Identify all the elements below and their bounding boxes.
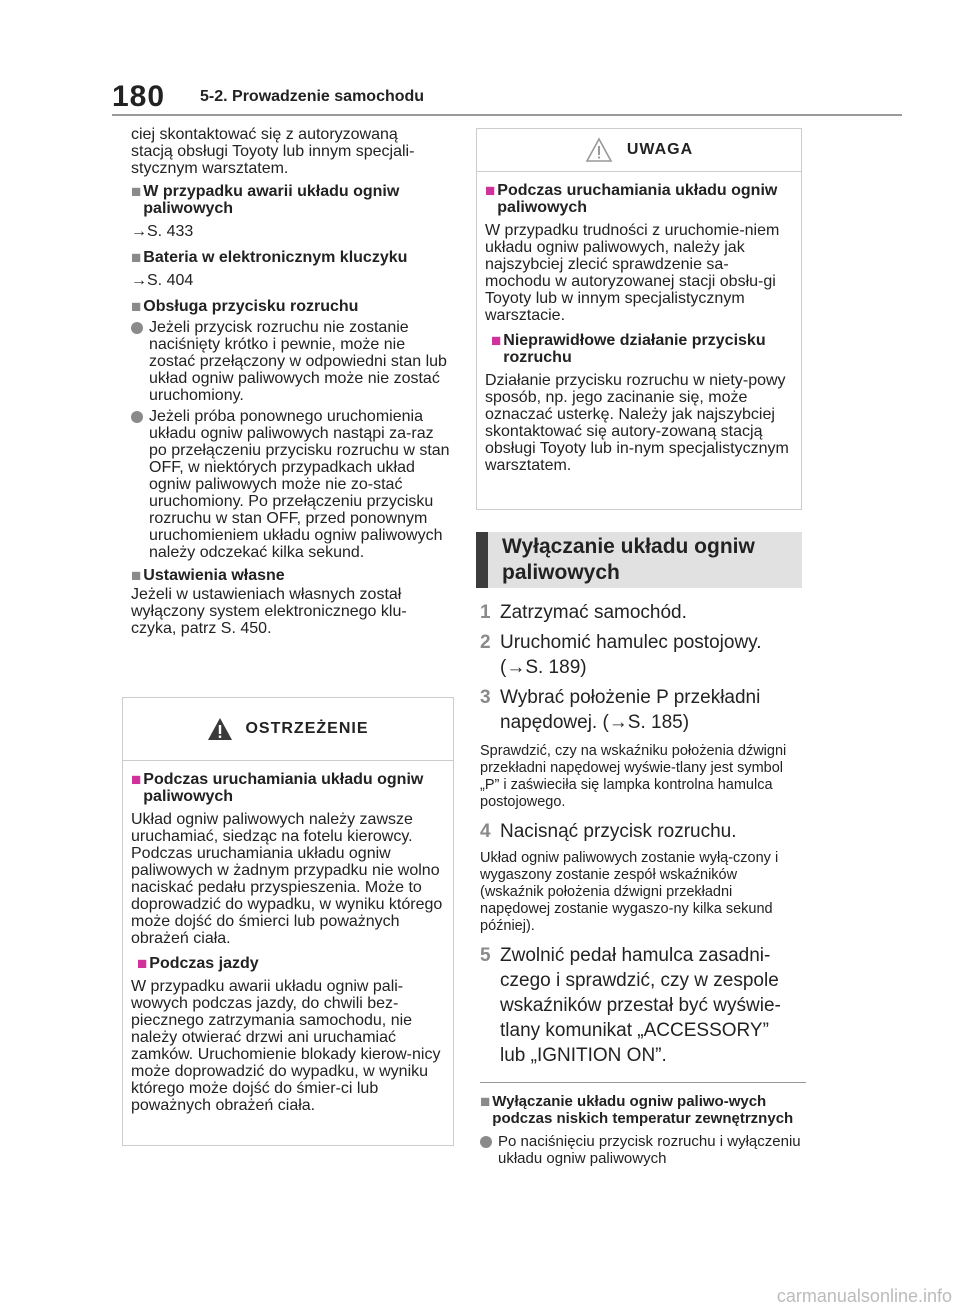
- square-bullet-icon: ■: [131, 182, 142, 201]
- step-1: 1 Zatrzymać samochód.: [480, 602, 687, 623]
- warning-title-row: OSTRZEŻENIE: [123, 698, 453, 761]
- page-reference: →S. 433: [131, 223, 194, 240]
- notice-heading-start: ■ Podczas uruchamiania układu ogniw paliwowych: [485, 181, 778, 216]
- round-bullet-icon: [131, 322, 143, 334]
- notice-paragraph-button: Działanie przycisku rozruchu w niety-powy sposób, np. jego zacinanie się, może oznaczać usterkę. Należy jak najszybciej skontaktować się autory-zowaną stacją obsługi Toyoty lub in-nym specjalistycznym warsztatem.: [485, 372, 789, 474]
- notice-title-row: UWAGA: [477, 129, 801, 172]
- square-bullet-icon: ■: [480, 1092, 491, 1111]
- heading-start-button: ■ Obsługa przycisku rozruchu: [131, 297, 359, 316]
- step-3-note: Sprawdzić, czy na wskaźniku położenia dźwigni przekładni napędowej wyświe-tlany jest symbol „P” i zaświeciła się lampka kontrolna hamulca postojowego.: [480, 743, 787, 810]
- warning-icon: [207, 717, 233, 741]
- step-5: 5 Zwolnić pedał hamulca zasadni-czego i sprawdzić, czy w zespole wskaźników przestał być wyświe-tlany komunikat „ACCESSORY” lub „IGNITION ON”.: [480, 945, 781, 1066]
- warning-heading-start: ■ Podczas uruchamiania układu ogniw paliwowych: [131, 770, 424, 805]
- header-divider: [112, 114, 902, 116]
- notice-heading-button: ■ Nieprawidłowe działanie przycisku rozruchu: [491, 331, 766, 366]
- step-4: 4 Nacisnąć przycisk rozruchu.: [480, 821, 737, 842]
- heading-low-temperature: ■ Wyłączanie układu ogniw paliwo-wych podczas niskich temperatur zewnętrznych: [480, 1092, 794, 1127]
- step-3: 3 Wybrać położenie P przekładni napędowej. (→S. 185): [480, 687, 761, 733]
- left-column: [131, 126, 453, 637]
- section-title: Wyłączanie układu ogniw paliwowych: [502, 535, 755, 584]
- square-bullet-icon: ■: [485, 181, 496, 200]
- warning-paragraph-start: Układ ogniw paliwowych należy zawsze uruchamiać, siedząc na fotelu kierowcy. Podczas uruchamiania układu ogniw paliwowych w żadnym przypadku nie wolno naciskać pedału przyspieszenia. Może to doprowadzić do wypadku, w wyniku którego może dojść do śmierci lub poważnych obrażeń ciała.: [131, 811, 443, 947]
- divider: [480, 1082, 806, 1083]
- caution-icon: [585, 137, 613, 163]
- section-accent: [476, 532, 488, 588]
- square-bullet-icon: ■: [491, 331, 502, 350]
- list-item: Jeżeli przycisk rozruchu nie zostanie naciśnięty krótko i pewnie, może nie zostać przełączony w odpowiedni stan lub układ ogniw paliwowych może nie zostać uruchomiony.: [131, 319, 453, 404]
- page-number: 180: [112, 80, 166, 113]
- chapter-title: 5-2. Prowadzenie samochodu: [200, 88, 425, 105]
- custom-settings-paragraph: Jeżeli w ustawieniach własnych został wyłączony system elektronicznego klu-czyka, patrz S. 450.: [131, 586, 407, 637]
- notice-box: [476, 128, 802, 510]
- intro-paragraph: ciej skontaktować się z autoryzowaną stacją obsługi Toyoty lub innym specjali-stycznym warsztatem.: [131, 126, 415, 177]
- square-bullet-icon: ■: [137, 954, 148, 973]
- list-item: Po naciśnięciu przycisk rozruchu i wyłączeniu układu ogniw paliwowych: [480, 1133, 802, 1167]
- notice-paragraph-start: W przypadku trudności z uruchomie-niem układu ogniw paliwowych, należy jak najszybciej zlecić sprawdzenie sa-mochodu w autoryzowanej stacji obsłu-gi Toyoty lub w innym specjalistycznym warsztacie.: [485, 222, 780, 324]
- warning-box: [122, 697, 454, 1146]
- square-bullet-icon: ■: [131, 770, 142, 789]
- square-bullet-icon: ■: [131, 248, 142, 267]
- round-bullet-icon: [131, 411, 143, 423]
- section-header: [476, 532, 802, 588]
- step-2: 2 Uruchomić hamulec postojowy. (→S. 189): [480, 632, 762, 678]
- heading-key-battery: ■ Bateria w elektronicznym kluczyku: [131, 248, 408, 267]
- square-bullet-icon: ■: [131, 566, 142, 585]
- warning-heading-driving: ■ Podczas jazdy: [137, 954, 259, 973]
- watermark: carmanualsonline.info: [776, 1286, 952, 1306]
- heading-fuel-cell-failure: ■ W przypadku awarii układu ogniw paliwowych: [131, 182, 400, 217]
- list-item: Jeżeli próba ponownego uruchomienia układu ogniw paliwowych nastąpi za-raz po przełączeniu przycisku rozruchu w stan OFF, w niektórych przypadkach układ ogniw paliwowych może nie zo-stać uruchomiony. Po przełączeniu przycisku rozruchu w stan OFF, przed ponownym uruchomieniem układu ogniw paliwowych należy odczekać kilka sekund.: [131, 408, 453, 561]
- warning-paragraph-driving: W przypadku awarii układu ogniw pali-wowych podczas jazdy, do chwili bez-piecznego zatrzymania samochodu, nie należy otwierać drzwi ani uruchamiać zamków. Uruchomienie blokady kierow-nicy może doprowadzić do wypadku, w wyniku którego może dojść do śmier-ci lub poważnych obrażeń ciała.: [131, 978, 441, 1114]
- page-reference: →S. 404: [131, 272, 194, 289]
- round-bullet-icon: [480, 1136, 492, 1148]
- steps-column: [480, 600, 802, 1167]
- heading-custom-settings: ■ Ustawienia własne: [131, 566, 285, 585]
- step-4-note: Układ ogniw paliwowych zostanie wyłą-czony i wygaszony zostanie zespół wskaźników (wskaźnik położenia dźwigni przekładni napędowej zostanie wygaszo-ny kilka sekund później).: [480, 850, 779, 934]
- square-bullet-icon: ■: [131, 297, 142, 316]
